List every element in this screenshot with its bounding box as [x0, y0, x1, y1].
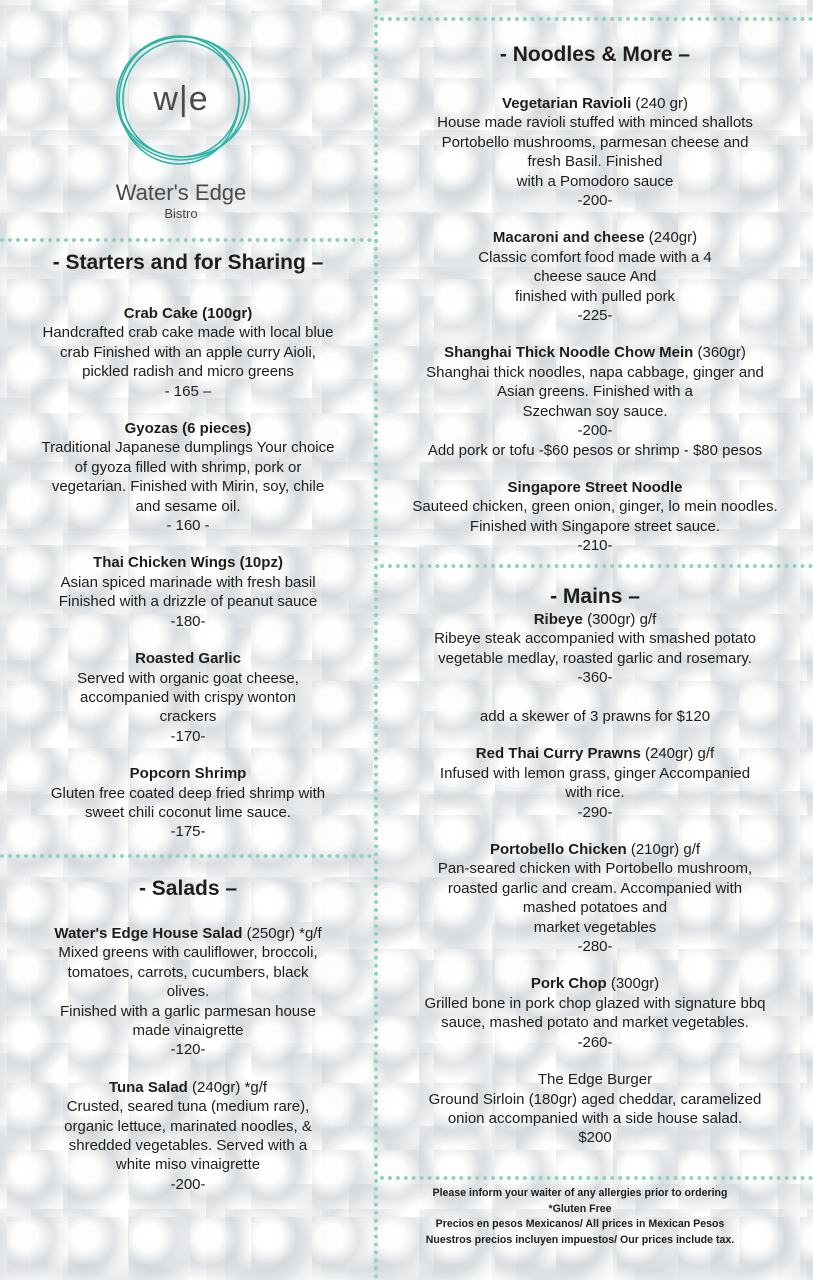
menu-item-name: Tuna Salad: [108, 1078, 188, 1096]
menu-item-portion: (240 gr): [631, 95, 688, 112]
menu-item-line: Gluten free coated deep fried shrimp with: [50, 784, 326, 802]
menu-item-portion: (250gr) *g/f: [242, 925, 322, 942]
menu-item-line: Crusted, seared tuna (medium rare),: [66, 1098, 310, 1116]
menu-item-portion: (210gr) g/f: [626, 841, 701, 859]
menu-item-name: Red Thai Curry Prawns: [475, 745, 641, 763]
menu-item-heading: [10, 1078, 366, 1097]
menu-item: [385, 343, 805, 459]
menu-item-line: white miso vinaigrette: [115, 1156, 261, 1174]
menu-item-line: Ground Sirloin (180gr) aged cheddar, caramelized: [428, 1090, 762, 1108]
section-title: - Salads –: [138, 877, 238, 900]
menu-item-line: olives.: [166, 983, 210, 1001]
menu-item-line: made vinaigrette: [132, 1022, 244, 1040]
menu-item-heading: [10, 649, 366, 668]
menu-item-line: finished with pulled pork: [514, 287, 676, 305]
menu-item-line: sweet chili coconut lime sauce.: [85, 803, 291, 821]
menu-item-line: Szechwan soy sauce.: [522, 402, 668, 420]
menu-item-line: Pan-seared chicken with Portobello mushroom,: [437, 860, 753, 878]
menu-item-name: Water's Edge House Salad: [54, 925, 243, 942]
menu-item-name: Gyozas (6 pieces): [124, 420, 252, 438]
menu-item-line: - 160 -: [166, 517, 210, 535]
menu-item-line: -290-: [577, 803, 613, 821]
menu-item-line: Classic comfort food made with a 4: [478, 248, 712, 266]
menu-item-line: Finished with a drizzle of peanut sauce: [58, 593, 318, 611]
menu-item-line: -210-: [577, 537, 613, 555]
section-title: - Mains –: [550, 585, 640, 608]
menu-item-heading: [385, 974, 805, 993]
menu-item: [385, 974, 805, 1052]
menu-item-line: -180-: [170, 612, 206, 630]
menu-item-line: Shanghai thick noodles, napa cabbage, ginger and: [426, 363, 764, 381]
section-title: - Starters and for Sharing –: [52, 251, 324, 274]
divider-right-footer: [380, 1176, 813, 1180]
menu-item-line: with a Pomodoro sauce: [516, 172, 674, 190]
menu-item: [385, 610, 805, 726]
menu-item-portion: (240gr): [644, 229, 698, 247]
menu-item: [10, 304, 366, 401]
menu-item-line: Ribeye steak accompanied with smashed potato: [434, 630, 756, 648]
menu-item-name: Macaroni and cheese: [492, 229, 645, 247]
menu-item-portion: (360gr): [693, 344, 746, 362]
menu-item-line: mashed potatoes and: [522, 899, 668, 917]
footer-line: Please inform your waiter of any allergies prior to ordering: [432, 1187, 728, 1199]
menu-item: [385, 228, 805, 325]
menu-list: [385, 610, 805, 1148]
menu-item-heading: [385, 343, 805, 362]
menu-item-line: Served with organic goat cheese,: [77, 669, 299, 687]
menu-item: [10, 1078, 366, 1194]
menu-item-line: fresh Basil. Finished: [527, 153, 663, 171]
menu-item-line: Sauteed chicken, green onion, ginger, lo mein noodles.: [412, 498, 778, 516]
divider-right-top: [380, 17, 813, 21]
section-title: - Noodles & More –: [499, 43, 691, 66]
menu-item-line: add a skewer of 3 prawns for $120: [479, 708, 711, 726]
menu-item-line: -200-: [577, 192, 613, 210]
starters-section: [10, 250, 366, 860]
noodles-section: [385, 42, 805, 574]
menu-item-heading: [385, 478, 805, 497]
menu-item-heading: [10, 304, 366, 323]
brand-subtitle: Bistro: [164, 206, 198, 221]
menu-item-name: Roasted Garlic: [135, 650, 241, 668]
menu-item-line: Traditional Japanese dumplings Your choice: [41, 439, 335, 457]
menu-item-heading: [385, 610, 805, 629]
menu-item-name: Popcorn Shrimp: [129, 765, 247, 783]
menu-item-line: roasted garlic and cream. Accompanied with: [447, 879, 743, 897]
menu-item: [10, 553, 366, 631]
menu-item-line: Grilled bone in pork chop glazed with signature bbq: [424, 994, 766, 1012]
menu-item-line: organic lettuce, marinated noodles, &: [64, 1117, 312, 1135]
salads-section: [10, 876, 366, 1212]
menu-item-line: vegetarian. Finished with Mirin, soy, chile: [51, 478, 325, 496]
menu-item-line: -170-: [170, 727, 206, 745]
menu-item-line: $200: [578, 1129, 612, 1147]
menu-item-line: -260-: [577, 1033, 613, 1051]
menu-item-heading: [385, 840, 805, 859]
menu-item-line: [385, 688, 805, 707]
menu-item-portion: (300gr) g/f: [582, 611, 657, 628]
menu-item-name: Crab Cake (100gr): [123, 305, 253, 322]
menu-item-line: -280-: [577, 938, 613, 956]
logo-monogram: w|e: [153, 80, 209, 118]
menu-item-portion: (240gr) g/f: [640, 745, 715, 763]
menu-item-heading: [385, 744, 805, 763]
menu-item-portion: (300gr): [606, 975, 660, 993]
menu-item-name: Shanghai Thick Noodle Chow Mein: [444, 344, 694, 362]
footer-line: *Gluten Free: [548, 1202, 612, 1215]
vertical-divider: [374, 0, 378, 1280]
menu-item-name: Thai Chicken Wings (10pz): [93, 554, 283, 572]
menu-list: [385, 94, 805, 556]
menu-item-line: Add pork or tofu -$60 pesos or shrimp - $80 pesos: [427, 441, 763, 459]
mains-section: [385, 584, 805, 1166]
logo-circles: [111, 28, 251, 168]
menu-item-line: tomatoes, carrots, cucumbers, black: [67, 963, 309, 981]
menu-item-line: shredded vegetables. Served with a: [68, 1137, 308, 1155]
menu-item-line: of gyoza filled with shrimp, pork or: [74, 458, 302, 476]
menu-item-line: Finished with a garlic parmesan house: [60, 1002, 316, 1020]
menu-item-name: Singapore Street Noodle: [507, 478, 683, 496]
menu-item-line: crackers: [159, 708, 217, 726]
menu-list: [10, 304, 366, 842]
menu-item-line: with rice.: [565, 784, 625, 802]
menu-item-line: cheese sauce And: [533, 268, 657, 286]
brand-name: Water's Edge: [115, 180, 247, 205]
menu-item-line: Handcrafted crab cake made with local blue: [42, 324, 334, 342]
menu-item-name: Vegetarian Ravioli: [502, 95, 632, 112]
menu-item-line: -120-: [170, 1041, 206, 1059]
menu-item-name: Pork Chop: [530, 975, 607, 993]
menu-item-line: accompanied with crispy wonton: [80, 688, 296, 706]
menu-item-portion: (240gr) *g/f: [187, 1078, 268, 1096]
menu-list: [10, 924, 366, 1194]
menu-item-line: -200-: [577, 422, 613, 440]
menu-item-line: House made ravioli stuffed with minced shallots: [437, 114, 753, 132]
menu-item-line: onion accompanied with a side house salad.: [447, 1109, 743, 1127]
menu-item-heading: [10, 764, 366, 783]
menu-item-name: Portobello Chicken: [489, 841, 627, 859]
menu-item-line: Asian greens. Finished with a: [497, 383, 693, 401]
menu-item: [385, 478, 805, 556]
menu-item-heading: [385, 228, 805, 247]
divider-left-top: [0, 238, 372, 242]
menu-item-line: Finished with Singapore street sauce.: [469, 517, 721, 535]
menu-item: [10, 924, 366, 1060]
menu-item: [385, 94, 805, 210]
menu-item-line: -175-: [170, 823, 206, 841]
brand-logo: [96, 28, 266, 221]
menu-item-line: Asian spiced marinade with fresh basil: [60, 573, 316, 591]
menu-footer: [380, 1186, 780, 1248]
menu-item-heading: [10, 553, 366, 572]
menu-item-heading: [385, 94, 805, 113]
menu-item-name: Ribeye: [533, 611, 583, 628]
menu-item-heading: [10, 924, 366, 943]
menu-item-line: Portobello mushrooms, parmesan cheese and: [441, 133, 749, 151]
menu-item-line: pickled radish and micro greens: [82, 363, 294, 381]
menu-item-line: Mixed greens with cauliflower, broccoli,: [58, 944, 318, 962]
menu-item-line: and sesame oil.: [135, 497, 241, 515]
menu-item-line: market vegetables: [533, 918, 657, 936]
menu-item: [385, 840, 805, 956]
menu-item: [10, 764, 366, 842]
footer-line: Nuestros precios incluyen impuestos/ Our prices include tax.: [425, 1233, 735, 1246]
menu-item-line: -200-: [170, 1175, 206, 1193]
menu-item-line: - 165 –: [164, 382, 212, 400]
footer-line: Precios en pesos Mexicanos/ All prices in Mexican Pesos: [435, 1218, 725, 1230]
menu-item: [10, 649, 366, 746]
menu-item-line: Infused with lemon grass, ginger Accompanied: [439, 764, 751, 782]
menu-item-line: -360-: [577, 669, 613, 687]
menu-item-line: The Edge Burger: [537, 1071, 653, 1089]
menu-item-line: vegetable medlay, roasted garlic and rosemary.: [438, 649, 752, 667]
menu-item-line: sauce, mashed potato and market vegetables.: [441, 1014, 749, 1032]
menu-item: [10, 419, 366, 535]
menu-item-line: crab Finished with an apple curry Aioli,: [60, 343, 316, 361]
menu-item-heading: [10, 419, 366, 438]
menu-item: [385, 1070, 805, 1148]
menu-item: [385, 744, 805, 822]
menu-item-line: -225-: [577, 307, 613, 325]
